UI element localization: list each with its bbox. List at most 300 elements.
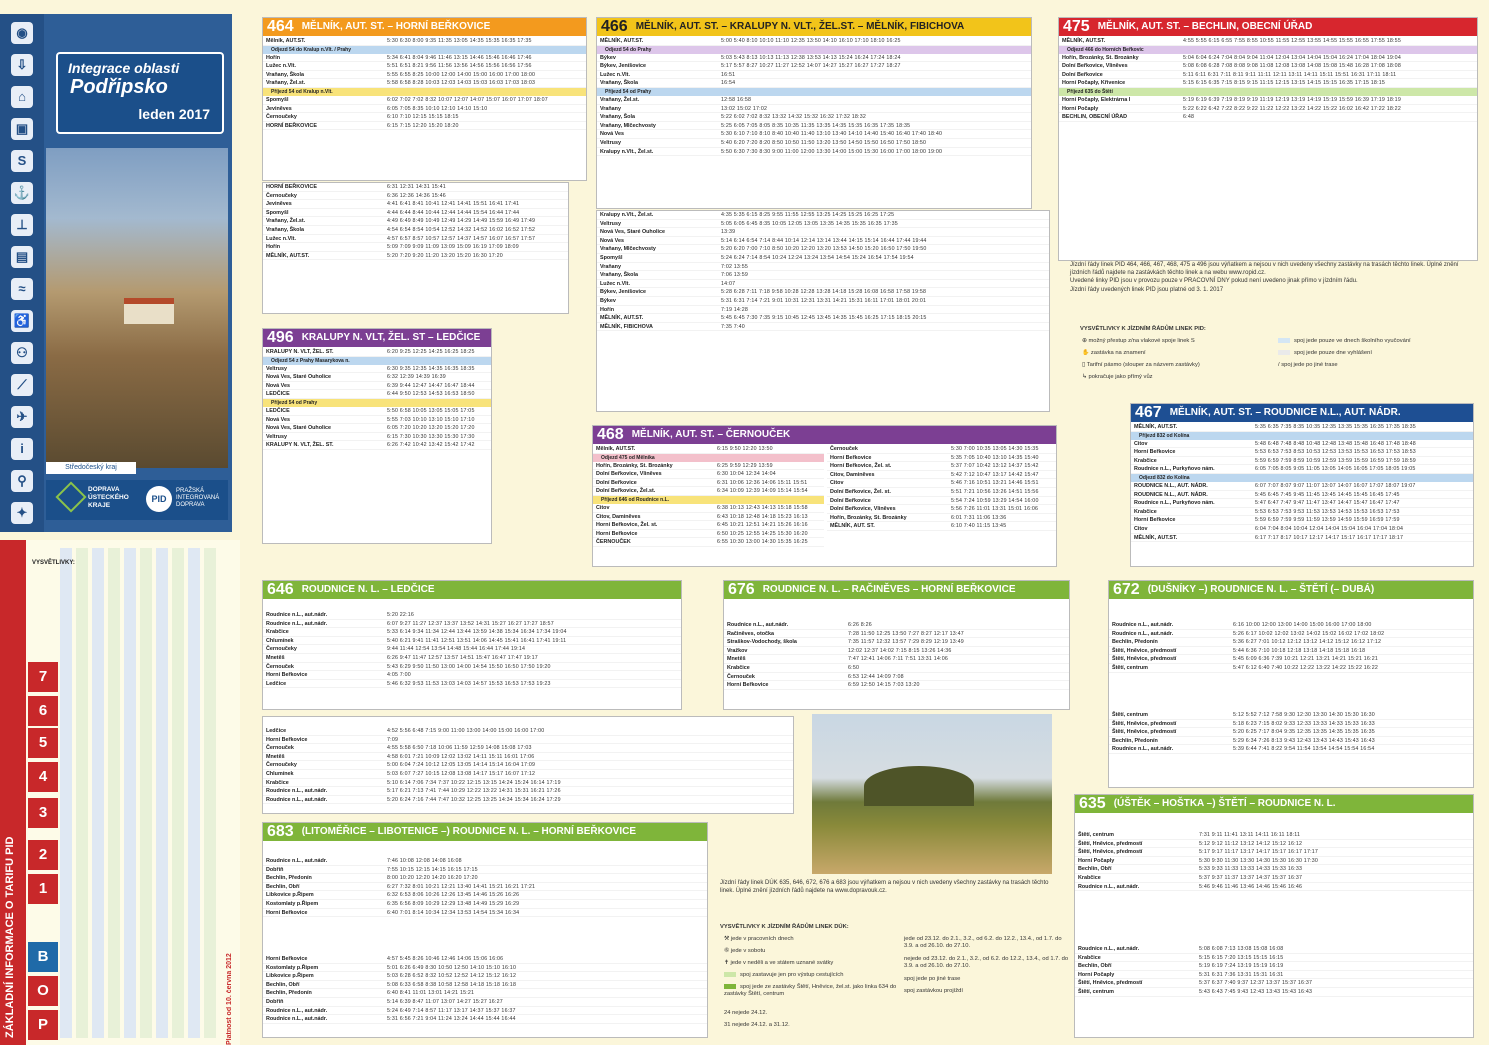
- stop-name: Horní Beřkovice: [830, 454, 872, 461]
- line-468-header: [593, 426, 1056, 444]
- departure-times: 6:55 10:30 13:00 14:30 15:35 16:25: [717, 539, 808, 546]
- tariff-validity: Platnost od 10. června 2012: [226, 953, 233, 1045]
- departure-times: 5:14 6:39 8:47 11:07 13:07 14:27 15:27 16:27: [387, 998, 503, 1005]
- stop-name: Štětí, Hněvice, předmostí: [1078, 840, 1143, 847]
- table-row: [827, 497, 1056, 506]
- tariff-col: [188, 548, 200, 1038]
- departure-times: 13:02 15:02 17:02: [721, 105, 768, 112]
- table-row: [263, 183, 568, 192]
- departure-times: 5:25 6:05 7:05 8:05 8:35 10:35 11:35 13:35 14:35 15:35 16:35 17:35 18:35: [721, 122, 911, 129]
- line-683-route: (LITOMĚŘICE – LIBOTENICE –) ROUDNICE N. L. – HORNÍ BEŘKOVICE: [301, 826, 636, 837]
- departure-times: 6:59 12:50 14:15 7:03 13:20: [848, 682, 920, 689]
- departure-times: 5:39 6:44 7:41 8:22 9:54 11:54 13:54 14:54 15:54 16:54: [1233, 746, 1375, 753]
- departure-times: 6:10 7:40 11:15 13:45: [951, 523, 1007, 530]
- table-row: [263, 62, 586, 71]
- stop-name: Krabčice: [727, 664, 750, 671]
- departure-times: 5:29 6:34 7:26 8:13 9:43 12:43 13:43 14:43 15:43 16:43: [1233, 737, 1375, 744]
- table-row: [263, 416, 491, 425]
- departure-times: 6:15 7:30 10:30 13:30 15:30 17:30: [387, 433, 475, 440]
- departure-times: 6:15 7:15 12:20 15:20 18:20: [387, 122, 459, 129]
- tariff-title: ZÁKLADNÍ INFORMACE O TARIFU PID: [4, 836, 16, 1038]
- stop-name: Veltrusy: [266, 433, 287, 440]
- table-row: [597, 228, 1049, 237]
- departure-times: 5:20 6:24 7:16 7:44 7:47 10:32 12:25 13:25 14:34 15:34 16:24 17:29: [387, 796, 561, 803]
- departure-times: 5:46 9:46 11:46 13:46 14:46 15:46 16:46: [1199, 883, 1303, 890]
- table-row: [263, 909, 707, 918]
- departure-times: 5:17 6:21 7:13 7:41 7:44 10:29 12:22 13:22 14:31 15:31 16:21 17:26: [387, 788, 561, 795]
- pid-legend-item-r: spoj jede pouze ve dnech školního vyučování: [1278, 338, 1411, 344]
- stop-name: Horní Počaply: [1078, 857, 1115, 864]
- table-row: [263, 787, 793, 796]
- departure-times: 5:08 6:08 6:28 7:08 8:08 9:08 11:08 12:08 13:08 14:08 15:08 15:48 16:28 17:08 18:08: [1183, 63, 1401, 70]
- departure-times: 5:30 6:10 7:10 8:10 8:40 10:40 11:40 13:10 13:40 14:10 14:40 15:40 16:40 17:40 18:40: [721, 131, 943, 138]
- departure-times: 5:44 6:36 7:10 10:18 12:18 13:18 14:18 15:18 16:18: [1233, 647, 1366, 654]
- table-row: [1131, 534, 1473, 543]
- zone-7: 7: [28, 662, 58, 692]
- line-672-number: 672: [1113, 581, 1140, 598]
- departure-times: 7:35 11:57 12:32 13:57 7:29 8:29 12:19 13:49: [848, 639, 964, 646]
- departure-times: 6:05 7:05 8:05 9:05 11:05 13:05 14:05 16:05 17:05 18:05 19:05: [1255, 466, 1416, 473]
- departure-times: 7:28 11:50 12:25 13:50 7:27 8:27 12:17 13:47: [848, 630, 964, 637]
- stop-name: Nová Ves, Staré Ouholice: [266, 425, 332, 432]
- table-row: [597, 323, 1049, 332]
- table-row: [827, 514, 1056, 523]
- stop-name: Hořín: [600, 306, 615, 313]
- table-row: [593, 521, 824, 530]
- line-496-box: [262, 328, 492, 544]
- line-646-box: [262, 580, 682, 710]
- departure-times: 12:58 16:58: [721, 96, 752, 103]
- duk-logo-text: DOPRAVA ÚSTECKÉHO KRAJE: [88, 486, 129, 509]
- departure-times: 5:43 6:29 9:50 11:50 13:00 14:00 14:54 15:50 16:50 17:50 19:20: [387, 663, 551, 670]
- departure-times: 5:05 6:05 6:45 8:35 10:05 12:05 13:05 13:35 14:35 15:35 16:35 17:35: [721, 220, 898, 227]
- tram-icon: ⌂: [11, 86, 33, 108]
- departure-times: 7:35 7:40: [721, 323, 745, 330]
- departure-times: 5:59 6:59 7:59 9:59 11:59 13:59 14:59 15:59 16:59 17:59: [1255, 517, 1400, 524]
- departure-times: 13:39: [721, 229, 736, 236]
- departure-times: 5:03 5:43 8:13 10:13 11:13 12:38 13:53 14:13 15:24 16:24 17:24 18:24: [721, 54, 901, 61]
- stop-name: Lužec n.Vlt.: [600, 71, 630, 78]
- stop-name: Bechlín, Obří: [1078, 866, 1112, 873]
- line-635-header: [1075, 795, 1473, 813]
- line-672-route: (DUŠNÍKY –) ROUDNICE N. L. – ŠTĚTÍ (– DUBÁ): [1147, 584, 1375, 595]
- departure-times: 6:26 8:26: [848, 622, 872, 628]
- pid-legend-item: ⊕ možný přestup z/na vlakové spoje linek S: [1082, 338, 1195, 344]
- departure-times: 5:28 6:28 7:11 7:18 9:58 10:28 12:28 13:28 14:18 15:28 16:08 16:58 17:58 19:58: [721, 289, 927, 296]
- stop-name: Horní Beřkovice: [596, 530, 638, 537]
- departure-times: 6:07 9:27 11:27 12:37 13:37 13:52 14:31 15:27 16:27 17:27 18:57: [387, 620, 554, 627]
- table-row: [263, 866, 707, 875]
- table-row: [597, 148, 1031, 157]
- line-468-box: [592, 425, 1057, 567]
- departure-times: 5:30 6:30 8:00 9:35 11:35 13:05 14:35 15:35 16:35 17:35: [387, 38, 532, 44]
- stop-name: Citov: [1134, 440, 1148, 447]
- table-row: [1059, 96, 1477, 105]
- table-row: [724, 681, 1069, 690]
- stop-name: Štětí, Hněvice, předmostí: [1078, 980, 1143, 987]
- departure-times: 5:20 6:20 7:00 7:10 8:50 10:20 12:20 13:20 13:53 14:50 15:20 16:50 17:50 19:50: [721, 246, 927, 253]
- pid-legend-item-r: spoj jede pouze dne vyhlášení: [1278, 350, 1372, 356]
- table-row: [263, 96, 586, 105]
- stop-name: Černouček: [727, 673, 755, 680]
- stop-name: Bechlín, Předonín: [1112, 639, 1158, 646]
- departure-times: 5:59 6:59 7:59 8:59 10:59 12:59 13:59 15:59 16:59 17:59 18:59: [1255, 457, 1416, 464]
- departure-times: 5:45 6:09 6:36 7:39 10:21 12:21 13:21 14:21 15:21 16:21: [1233, 656, 1379, 663]
- duk-legend-item: spoj zastavuje jen pro výstup cestujících: [724, 972, 843, 978]
- line-475-header: [1059, 18, 1477, 36]
- stop-name: Vraňany, Žel.st.: [266, 80, 306, 87]
- stop-name: Roudnice n.L., Purkyňovo nám.: [1134, 466, 1215, 473]
- stop-name: Krabčice: [1134, 457, 1157, 464]
- table-row: [263, 1015, 707, 1024]
- departure-times: 6:01 7:31 11:06 13:36: [951, 514, 1007, 521]
- stop-name: Černoučeky: [266, 192, 297, 199]
- duk-legend-title: VYSVĚTLIVKY K JÍZDNÍM ŘÁDŮM LINEK DÚK:: [720, 924, 849, 930]
- departure-times: 5:08 6:33 6:58 8:38 10:58 12:58 14:18 15:18 16:18: [387, 981, 517, 988]
- stop-name: LEDČICE: [266, 407, 290, 414]
- stop-name: Býkev, Jeníšovice: [600, 289, 647, 296]
- announce-swatch: [1278, 350, 1290, 355]
- departure-times: 4:55 5:58 6:50 7:18 10:06 11:59 12:59 14:08 15:08 17:03: [387, 745, 532, 752]
- line-464-header: [263, 18, 586, 36]
- stop-name: Černouček: [266, 663, 294, 670]
- tariff-col: [156, 548, 168, 1038]
- duk-legend-item: ✝ jede v neděli a ve státem uznané svátky: [724, 960, 834, 966]
- pid-legend-title: VYSVĚTLIVKY K JÍZDNÍM ŘÁDŮM LINEK PID:: [1080, 326, 1206, 332]
- duk-legend-item: ⚒ jede v pracovních dnech: [724, 936, 794, 942]
- zone-icon: ▯: [1082, 362, 1087, 368]
- line-467-header: [1131, 404, 1473, 422]
- stop-name: Veltrusy: [266, 365, 287, 372]
- zone-3: 3: [28, 798, 58, 828]
- stop-name: LEDČICE: [266, 391, 290, 398]
- table-row: [1075, 831, 1473, 840]
- table-row: [1109, 664, 1473, 673]
- stop-name: Horní Beřkovice: [1134, 449, 1176, 456]
- table-row: [263, 964, 707, 973]
- departure-times: 14:07: [721, 280, 736, 287]
- info-icon: i: [11, 438, 33, 460]
- table-row: [724, 673, 1069, 682]
- stop-name: Krabčice: [1134, 508, 1157, 515]
- table-row: [1059, 113, 1477, 122]
- zone-4: 4: [28, 762, 58, 792]
- table-row: [263, 883, 707, 892]
- stop-name: ROUDNICE N.L., AUT. NÁDR.: [1134, 491, 1208, 498]
- connection-band: Odjezd 54 z Prahy Masarykova n.: [263, 357, 491, 365]
- departure-times: 6:15 9:50 12:20 13:50: [717, 446, 773, 452]
- stop-name: Dolní Beřkovice: [830, 497, 871, 504]
- table-row: [597, 245, 1049, 254]
- table-row: [1131, 508, 1473, 517]
- table-row: [263, 620, 681, 629]
- duk-legend-item-r: nejede od 23.12. do 2.1., 3.2., od 6.2. do 12.2., 13.4., od 1.7. do 3.9. a od 26.10. do 27.10.: [904, 956, 1069, 969]
- table-row: [1109, 745, 1473, 754]
- stop-name: Štětí, centrum: [1112, 664, 1148, 671]
- table-row: [1109, 621, 1473, 630]
- stop-name: Horní Počaply: [1062, 105, 1099, 112]
- rip-hill-photo: [812, 714, 1052, 874]
- table-row: [263, 900, 707, 909]
- line-466-return-box: [596, 210, 1050, 412]
- stop-name: Černoučeky: [266, 646, 297, 653]
- stop-name: Dolní Beřkovice, Vliněves: [830, 506, 896, 513]
- table-row: [1109, 647, 1473, 656]
- table-row: [263, 424, 491, 433]
- departure-times: 5:45 6:45 7:30 7:35 9:15 10:45 12:45 13:45 14:35 15:45 16:25 17:15 18:15 20:15: [721, 315, 927, 322]
- connection-band: Odjezd 466 do Horních Beřkovic: [1059, 46, 1477, 54]
- departure-times: 6:39 9:44 12:47 14:47 16:47 18:44: [387, 382, 475, 389]
- departure-times: 6:26 7:42 10:42 13:42 15:42 17:42: [387, 442, 475, 449]
- line-466-header: [597, 18, 1031, 36]
- table-row: [263, 796, 793, 805]
- table-row: [263, 663, 681, 672]
- table-row: [1109, 728, 1473, 737]
- departure-times: 5:46 6:32 9:53 11:53 13:03 14:03 14:57 15:53 16:53 17:53 19:23: [387, 680, 551, 687]
- stop-name: Spomyšl: [600, 254, 623, 261]
- stop-name: Černouček: [830, 446, 858, 452]
- table-row: [1075, 979, 1473, 988]
- table-row: [724, 647, 1069, 656]
- departure-times: 4:35 5:35 6:15 8:25 9:55 11:55 12:55 13:25 14:25 15:25 16:25 17:25: [721, 212, 895, 218]
- stop-name: HORNÍ BEŘKOVICE: [266, 184, 317, 190]
- departure-times: 5:22 6:02 7:02 8:32 13:32 14:32 15:32 16:32 17:32 18:32: [721, 114, 867, 121]
- hill-shape: [864, 766, 974, 806]
- table-row: [1075, 857, 1473, 866]
- departure-times: 5:37 6:37 7:40 9:37 12:37 13:37 15:37 16:37: [1199, 980, 1313, 987]
- tariff-col: [76, 548, 88, 1038]
- stop-name: Roudnice n.L., Purkyňovo nám.: [1134, 500, 1215, 507]
- stop-name: Hořín, Brozánky, St. Brozánky: [596, 462, 673, 469]
- table-row: [827, 471, 1056, 480]
- table-row: [1075, 962, 1473, 971]
- departure-times: 4:55 5:55 6:15 6:55 7:55 8:55 10:55 11:55 12:55 13:55 14:55 15:55 16:55 17:55 18:55: [1183, 38, 1401, 44]
- departure-times: 5:15 6:15 6:35 7:15 8:15 9:15 11:15 12:15 13:15 14:15 15:15 16:35 17:15 18:15: [1183, 80, 1386, 87]
- line-467-route: MĚLNÍK, AUT. ST. – ROUDNICE N.L., AUT. NÁDR.: [1169, 407, 1401, 418]
- departure-times: 6:16 10:00 12:00 13:00 14:00 15:00 16:00 17:00 18:00: [1233, 622, 1372, 628]
- stop-name: Vraňany, Škola: [266, 71, 304, 78]
- stop-name: Dobříň: [266, 866, 284, 873]
- departure-times: 7:47 12:41 14:06 7:11 7:51 13:31 14:06: [848, 656, 948, 663]
- train-transfer-icon: ⊕: [1082, 338, 1089, 344]
- stop-name: Dobříň: [266, 998, 284, 1005]
- departure-times: 5:24 6:49 7:14 8:57 11:17 13:17 14:37 15:37 16:37: [387, 1007, 516, 1014]
- table-row: [1075, 840, 1473, 849]
- stop-name: Veltrusy: [600, 139, 621, 146]
- stop-name: Nová Ves: [266, 416, 290, 423]
- table-row: [597, 96, 1031, 105]
- sunday-icon: ✝: [724, 960, 731, 966]
- zone-P: P: [28, 1010, 58, 1040]
- cover-panel: [0, 14, 232, 532]
- departure-times: 6:38 10:13 12:43 14:13 15:18 15:58: [717, 504, 808, 511]
- workday-icon: ⚒: [724, 936, 731, 942]
- stop-name: Mnetěš: [266, 654, 285, 661]
- stop-name: Roudnice n.L., aut.nádr.: [266, 788, 328, 795]
- table-row: [1059, 62, 1477, 71]
- stop-name: Roudnice n.L., aut.nádr.: [266, 620, 328, 627]
- stop-name: Roudnice n.L., aut.nádr.: [1078, 883, 1140, 890]
- line-676-number: 676: [728, 581, 755, 598]
- stop-name: Straškov-Vodochody, škola: [727, 639, 797, 646]
- departure-times: 5:48 6:48 7:48 8:48 10:48 12:48 13:48 15:48 16:48 17:48 18:48: [1255, 440, 1416, 447]
- table-row: [263, 71, 586, 80]
- stop-name: Vraňany: [600, 105, 621, 112]
- table-row: [827, 479, 1056, 488]
- table-row: [1131, 457, 1473, 466]
- stop-name: Štětí, Hněvice, předmostí: [1112, 729, 1177, 736]
- connection-band: Příjezd 832 od Kolína: [1131, 432, 1473, 440]
- departure-times: 6:05 7:05 8:35 10:10 12:10 14:10 15:10: [387, 105, 488, 112]
- stop-name: Vraňany, Žel.st.: [266, 218, 306, 225]
- table-row: [263, 243, 568, 252]
- table-row: [263, 680, 681, 689]
- duk-legend-item-r: spoj zastávkou projíždí: [904, 988, 963, 994]
- departure-times: 5:17 9:17 11:17 13:17 14:17 15:17 16:17 17:17: [1199, 849, 1319, 856]
- stop-name: Horní Beřkovice: [727, 682, 769, 689]
- departure-times: 5:15 6:15 7:20 13:15 15:15 16:15: [1199, 954, 1284, 961]
- table-row: [597, 280, 1049, 289]
- departure-times: 5:14 6:14 6:54 7:14 8:44 10:14 12:14 13:14 13:44 14:15 15:14 16:44 17:44 19:44: [721, 237, 927, 244]
- brand-date: leden 2017: [138, 106, 210, 122]
- table-row: [263, 998, 707, 1007]
- departure-times: 6:04 7:04 8:04 10:04 12:04 14:04 15:04 16:04 17:04 18:04: [1255, 525, 1404, 532]
- table-row: [1131, 482, 1473, 491]
- line-676-header: [724, 581, 1069, 599]
- table-row: [263, 37, 586, 46]
- table-row: [263, 736, 793, 745]
- line-464-box: [262, 17, 587, 181]
- region-label: Středočeský kraj: [46, 462, 136, 474]
- table-row: [263, 79, 586, 88]
- pid-logo: PID: [146, 486, 172, 512]
- departure-times: 5:30 9:30 11:30 13:30 14:30 15:30 16:30 17:30: [1199, 857, 1319, 864]
- plane-icon: ✈: [11, 406, 33, 428]
- departure-times: 4:58 6:01 7:21 10:09 12:02 13:02 14:11 15:11 16:01 17:06: [387, 753, 535, 760]
- line-646-header: [263, 581, 681, 599]
- departure-times: 6:05 7:20 10:20 13:20 15:20 17:20: [387, 425, 475, 432]
- departure-times: 5:35 6:35 7:35 8:35 10:35 12:35 13:35 15:35 16:35 17:35 18:35: [1255, 424, 1416, 430]
- icon-strip: [0, 14, 44, 532]
- departure-times: 5:51 7:21 10:56 13:26 14:51 15:56: [951, 488, 1039, 495]
- table-row: [593, 538, 824, 547]
- table-row: [1109, 630, 1473, 639]
- request-stop-icon: ✋: [1082, 350, 1091, 356]
- departure-times: 6:40 8:41 11:01 13:01 14:21 15:21: [387, 990, 475, 997]
- stop-name: Vraňany, Mlčechvosty: [600, 246, 656, 253]
- table-row: [597, 306, 1049, 315]
- stop-name: Roudnice n.L., aut.nádr.: [1112, 746, 1174, 753]
- stop-name: ČERNOUČEK: [596, 539, 631, 546]
- departure-times: 4:49 6:49 8:49 10:49 12:49 14:29 14:49 15:59 16:49 17:49: [387, 218, 536, 225]
- line-672-box: [1108, 580, 1474, 788]
- stop-name: Mělník, AUT.ST.: [266, 38, 306, 44]
- people-icon: ⚇: [11, 342, 33, 364]
- line-672-header: [1109, 581, 1473, 599]
- table-row: [1075, 865, 1473, 874]
- stop-name: Černouček: [266, 745, 294, 752]
- departure-times: 5:11 6:11 6:31 7:11 8:11 9:11 11:11 12:11 13:11 14:11 15:11 15:51 16:31 17:11 18:11: [1183, 71, 1397, 78]
- stop-name: Ledčice: [266, 728, 287, 734]
- table-row: [597, 54, 1031, 63]
- departure-times: 4:44 6:44 8:44 10:44 12:44 14:44 15:54 16:44 17:44: [387, 209, 520, 216]
- tariff-col: [140, 548, 152, 1038]
- stop-name: Horní Počaply: [1078, 971, 1115, 978]
- line-468-route: MĚLNÍK, AUT. ST. – ČERNOUČEK: [631, 429, 791, 440]
- pid-legend-item-r: / spoj jede po jiné trase: [1278, 362, 1338, 368]
- escalator-icon: ⟋: [11, 374, 33, 396]
- table-row: [263, 753, 793, 762]
- castle-shape: [124, 298, 174, 324]
- departure-times: 5:40 6:21 9:41 11:41 12:51 13:51 14:06 14:45 15:41 16:41 17:41 19:11: [387, 637, 567, 644]
- stop-name: Roudnice n.L., aut.nádr.: [266, 612, 328, 618]
- table-row: [263, 779, 793, 788]
- bus-icon: ▣: [11, 118, 33, 140]
- departure-times: 6:50: [848, 664, 860, 671]
- stop-name: Nová Ves: [600, 131, 624, 138]
- table-row: [593, 513, 824, 522]
- table-row: [597, 139, 1031, 148]
- stop-name: Dolní Beřkovice, Žel. st.: [830, 488, 891, 495]
- stop-name: Mělník, AUT.ST.: [596, 446, 636, 452]
- tariff-col: [124, 548, 136, 1038]
- connection-band: Odjezd 832 do Kolína: [1131, 474, 1473, 482]
- table-row: [827, 522, 1056, 531]
- table-row: [263, 891, 707, 900]
- stop-name: Štětí, Hněvice, předmostí: [1112, 656, 1177, 663]
- table-row: [724, 655, 1069, 664]
- table-row: [597, 105, 1031, 114]
- table-row: [263, 1007, 707, 1016]
- table-row: [1059, 71, 1477, 80]
- stop-name: Horní Počaply, Elektrárna I: [1062, 96, 1131, 103]
- stop-name: Roudnice n.L., aut.nádr.: [266, 1007, 328, 1014]
- line-496-number: 496: [267, 329, 294, 346]
- stop-name: Hořín: [266, 244, 281, 251]
- table-row: [263, 981, 707, 990]
- line-467-box: [1130, 403, 1474, 567]
- stop-name: Krabčice: [1078, 954, 1101, 961]
- departure-times: 5:50 6:58 10:05 13:05 15:05 17:05: [387, 407, 475, 414]
- stop-name: Štětí, Hněvice, předmostí: [1112, 647, 1177, 654]
- connection-band: Příjezd 635 do Štětí: [1059, 88, 1477, 96]
- table-row: [1109, 638, 1473, 647]
- departure-times: 5:37 7:07 10:42 13:12 14:37 15:42: [951, 463, 1039, 470]
- table-row: [263, 365, 491, 374]
- table-row: [263, 433, 491, 442]
- departure-times: 6:30 10:04 12:34 14:04: [717, 471, 776, 478]
- table-row: [263, 989, 707, 998]
- bike-icon: ⚲: [11, 470, 33, 492]
- departure-times: 5:33 6:14 9:34 11:34 12:44 13:44 13:59 14:38 15:34 16:34 17:34 19:04: [387, 629, 567, 636]
- stop-name: Libkovice p.Řipem: [266, 892, 314, 899]
- table-row: [263, 54, 586, 63]
- departure-times: 5:00 5:40 8:10 10:10 11:10 12:35 13:50 14:10 16:10 17:10 18:10 16:25: [721, 38, 901, 44]
- stop-name: Nová Ves, Staré Ouholice: [266, 374, 332, 381]
- duk-legend: [720, 924, 1072, 1039]
- stop-name: Horní Beřkovice: [266, 672, 308, 679]
- table-row: [724, 664, 1069, 673]
- stop-name: Nová Ves: [266, 382, 290, 389]
- departure-times: 5:45 6:45 7:45 9:45 11:45 13:45 14:45 15:45 16:45 17:45: [1255, 491, 1400, 498]
- stop-name: Vraňany: [600, 263, 621, 270]
- zone-O: O: [28, 976, 58, 1006]
- departure-times: 5:40 6:20 7:20 8:20 8:50 10:50 11:50 13:20 13:50 14:50 15:50 16:50 17:50 18:50: [721, 139, 927, 146]
- table-row: [1109, 720, 1473, 729]
- departure-times: 5:20 22:16: [387, 612, 415, 618]
- saturday-icon: ⑥: [724, 948, 731, 954]
- table-row: [593, 479, 824, 488]
